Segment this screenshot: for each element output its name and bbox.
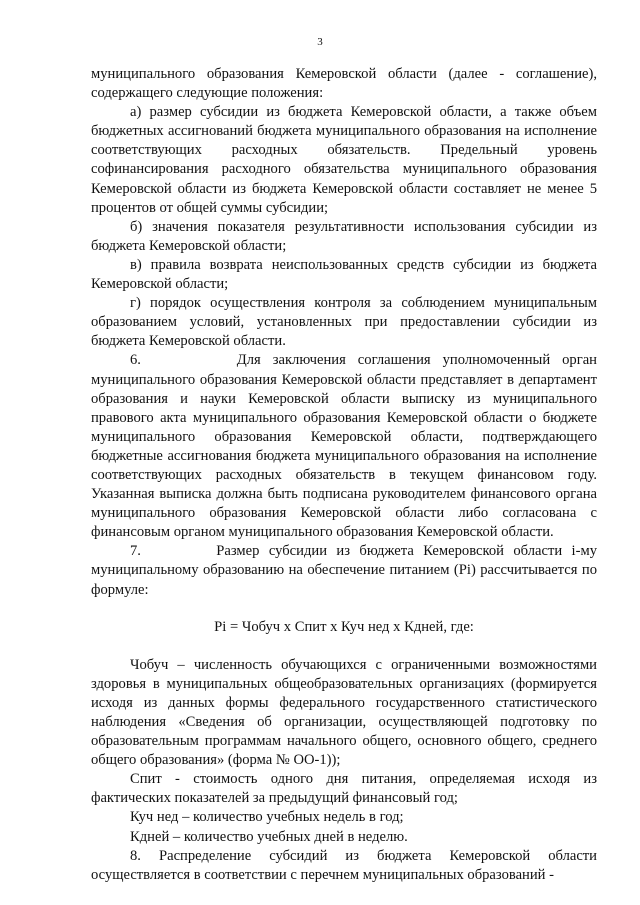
definition-chobuch: Чобуч – численность обучающихся с ограниченными возможностями здоровья в муниципальных общеобразовательных организациях (формируется исходя из данных формы федерального государственного статистического наблюдения «Сведения об организации, осуществляющей подготовку по образовательным программам начального общего, основного общего, среднего общего образования» (форма № ОО-1)); bbox=[91, 656, 597, 769]
definition-kuch-ned: Куч нед – количество учебных недель в год; bbox=[130, 809, 404, 826]
paragraph-8: 8. Распределение субсидий из бюджета Кемеровской области осуществляется в соответствии с перечнем муниципальных образований - bbox=[91, 847, 597, 883]
definition-kdney: Кдней – количество учебных дней в неделю. bbox=[130, 828, 408, 845]
page-number: 3 bbox=[317, 36, 323, 48]
paragraph-item-v: в) правила возврата неиспользованных средств субсидии из бюджета Кемеровской области; bbox=[91, 256, 597, 293]
document-body bbox=[91, 65, 597, 885]
paragraph-item-b: б) значения показателя результативности использования субсидии из бюджета Кемеровской области; bbox=[91, 218, 597, 254]
definition-spit: Спит - стоимость одного дня питания, определяемая исходя из фактических показателей за предыдущий финансовый год; bbox=[91, 771, 597, 807]
paragraph-continuation: муниципального образования Кемеровской области (далее - соглашение), содержащего следующие положения: bbox=[91, 66, 597, 102]
paragraph-item-a: а) размер субсидии из бюджета Кемеровской области, а также объем бюджетных ассигнований бюджета муниципального образования на исполнение соответствующих расходных обязательств. Предельный уровень софинансирования расходного обязательства муниципального образования Кемеровской области из бюджета Кемеровской области составляет не менее 5 процентов от общей суммы субсидии; bbox=[91, 104, 597, 216]
formula: Pi = Чобуч х Спит х Куч нед х Кдней, где: bbox=[214, 618, 474, 635]
paragraph-6: 6. Для заключения соглашения уполномоченный орган муниципального образования Кемеровской области представляет в департамент образования и науки Кемеровской области выписку из муниципального правового акта муниципального образования Кемеровской области о бюджете муниципального образования Кемеровской области, подтверждающего бюджетные ассигнования бюджета муниципального образования на исполнение соответствующих расходных обязательств в текущем финансовом году. Указанная выписка должна быть подписана руководителем финансового органа муниципального образования Кемеровской области либо согласована с финансовым органом муниципального образования Кемеровской области. bbox=[91, 352, 597, 541]
paragraph-7: 7. Размер субсидии из бюджета Кемеровской области i-му муниципальному образованию на обеспечение питанием (Pi) рассчитывается по формуле: bbox=[91, 543, 597, 598]
paragraph-item-g: г) порядок осуществления контроля за соблюдением муниципальным образованием условий, установленных при предоставлении субсидии из бюджета Кемеровской области. bbox=[91, 295, 597, 350]
